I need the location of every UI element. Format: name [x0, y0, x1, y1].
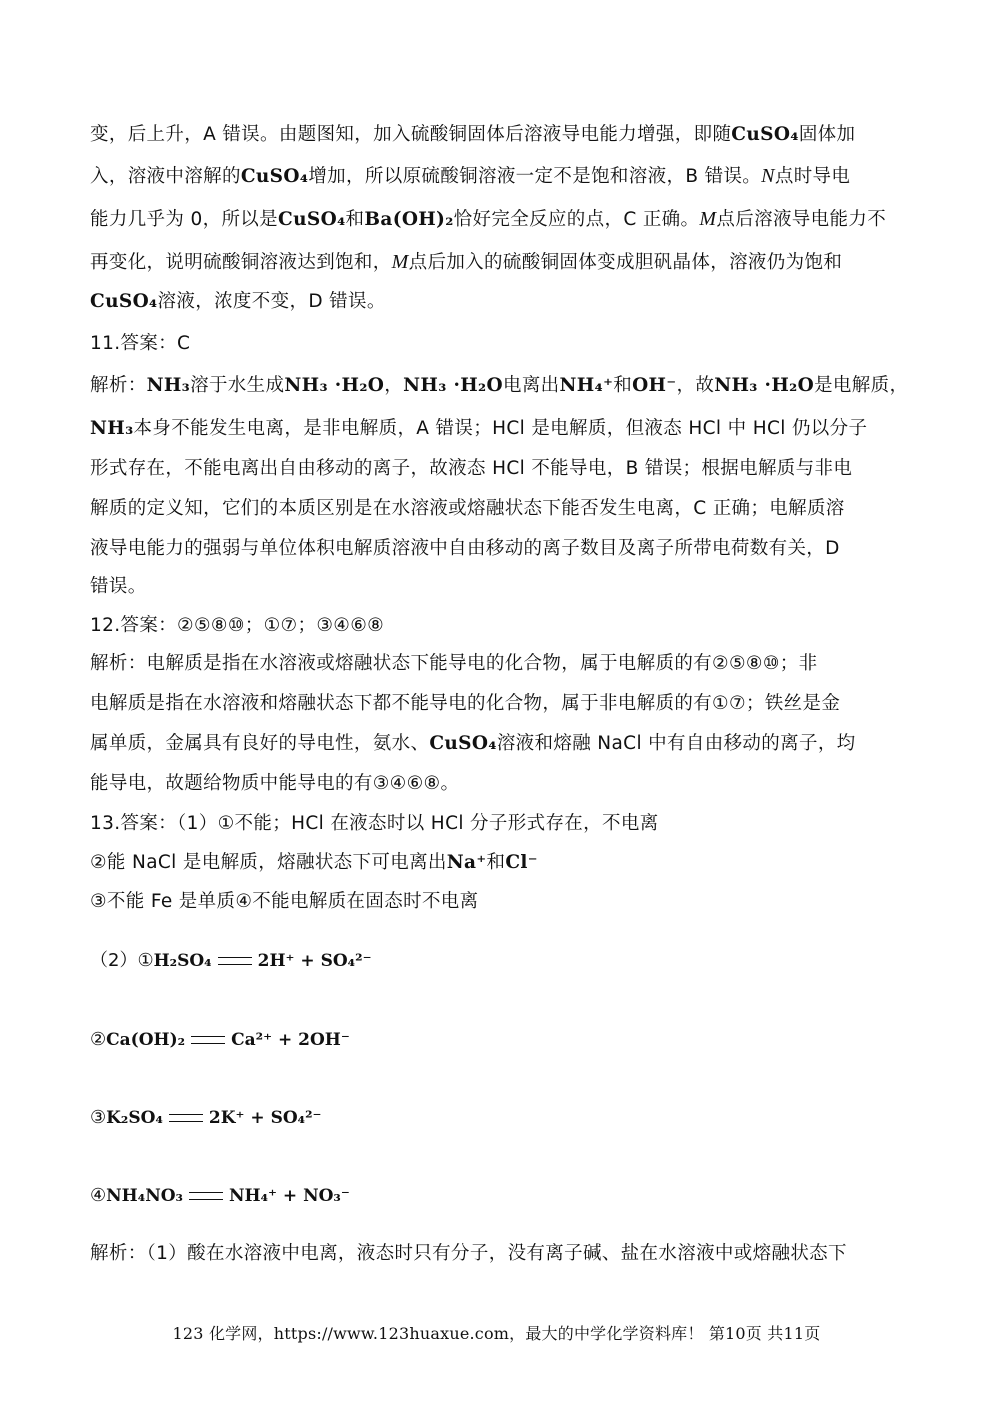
q11-line-1: [90, 372, 909, 400]
q11-line-3: 形式存在，不能电离出自由移动的离子，故液态 HCl 不能导电，B 错误；根据电解质与非电: [90, 458, 853, 479]
q10-line-5: [90, 288, 905, 316]
text: ②: [90, 1029, 107, 1050]
text: 恰好完全反应的点，C 正确。: [453, 209, 700, 230]
formula: Ca²⁺ + 2OH⁻: [231, 1030, 350, 1050]
text: ④: [90, 1185, 107, 1206]
q12-line-4: 能导电，故题给物质中能导电的有③④⑥⑧。: [90, 773, 460, 794]
text: 入，溶液中溶解的: [90, 166, 241, 187]
q13-line-3: ③不能 Fe 是单质④不能电解质在固态时不电离: [90, 891, 479, 912]
formula: NH₄NO₃: [106, 1186, 183, 1206]
text: 电离出: [502, 375, 560, 396]
formula: Na⁺: [446, 852, 487, 873]
formula: NH₃ ·H₂O: [403, 375, 503, 396]
text: ，: [384, 375, 404, 396]
q11-line-2: [90, 415, 905, 443]
q11-answer: 11.答案：C: [90, 333, 191, 354]
text: 溶于水生成: [190, 375, 285, 396]
text: （2）①: [90, 950, 154, 971]
q13-line-2: [90, 849, 905, 877]
text: 本身不能发生电离，是非电解质，A 错误；HCl 是电解质，但液态 HCl 中 HCl 仍以分子: [133, 418, 868, 439]
q11-line-6: 错误。: [90, 576, 147, 597]
text: ②能 NaCl 是电解质，熔融状态下可电离出: [90, 852, 447, 873]
text: 再变化，说明硫酸铜溶液达到饱和，: [90, 252, 392, 273]
formula: CuSO₄: [429, 733, 497, 754]
formula: 2H⁺ + SO₄²⁻: [257, 951, 372, 971]
equals-sign: [191, 1036, 225, 1044]
text: 能力几乎为 0，所以是: [90, 209, 279, 230]
text: 和: [345, 209, 365, 230]
q11-line-4: 解质的定义知，它们的本质区别是在水溶液或熔融状态下能否发生电离，C 正确；电解质溶: [90, 498, 845, 519]
text: 点后溶液导电能力不: [716, 209, 887, 230]
formula: 2K⁺ + SO₄²⁻: [208, 1108, 322, 1128]
text: ③: [90, 1107, 107, 1128]
formula: CuSO₄: [278, 209, 346, 230]
equation-nh4no3: [90, 1181, 350, 1211]
formula: CuSO₄: [731, 124, 799, 145]
q12-line-2: 电解质是指在水溶液和熔融状态下都不能导电的化合物，属于非电解质的有①⑦；铁丝是金: [90, 693, 841, 714]
formula: Cl⁻: [505, 852, 538, 873]
formula: CuSO₄: [240, 166, 309, 187]
q12-line-3: [90, 730, 905, 758]
text: 是电解质，: [814, 375, 909, 396]
equation-caoh2: [90, 1025, 350, 1055]
point-label: M: [699, 208, 717, 230]
q13-analysis: 解析：（1）酸在水溶液中电离，液态时只有分子，没有离子碱、盐在水溶液中或熔融状态下: [90, 1243, 847, 1264]
formula: NH₃: [146, 375, 191, 396]
q12-answer: 12.答案：②⑤⑧⑩；①⑦；③④⑥⑧: [90, 615, 385, 636]
equation-h2so4: [90, 946, 372, 976]
formula: NH₄⁺ + NO₃⁻: [228, 1186, 350, 1206]
equation-k2so4: [90, 1103, 322, 1133]
q10-line-1: [90, 121, 905, 149]
text: 点时导电: [774, 166, 851, 187]
q13-answer: 13.答案：（1）①不能；HCl 在液态时以 HCl 分子形式存在，不电离: [90, 813, 659, 834]
formula: NH₃ ·H₂O: [284, 375, 385, 396]
formula: K₂SO₄: [106, 1108, 163, 1128]
formula: CuSO₄: [90, 291, 158, 312]
text: 解析：: [90, 375, 147, 396]
formula: NH₄⁺: [559, 375, 614, 396]
q10-line-4: [90, 248, 905, 277]
text: 变，后上升，A 错误。由题图知，加入硫酸铜固体后溶液导电能力增强，即随: [90, 124, 732, 145]
text: ，故: [676, 375, 715, 396]
equals-sign: [169, 1114, 203, 1122]
equals-sign: [218, 957, 252, 965]
formula: OH⁻: [632, 375, 677, 396]
equals-sign: [189, 1192, 223, 1200]
text: 溶液和熔融 NaCl 中有自由移动的离子，均: [496, 733, 856, 754]
formula: Ba(OH)₂: [364, 209, 454, 230]
text: 和: [486, 852, 506, 873]
text: 点后加入的硫酸铜固体变成胆矾晶体，溶液仍为饱和: [408, 252, 843, 273]
q12-line-1: 解析：电解质是指在水溶液或熔融状态下能导电的化合物，属于电解质的有②⑤⑧⑩；非: [90, 653, 818, 674]
text: 增加，所以原硫酸铜溶液一定不是饱和溶液，B 错误。: [308, 166, 762, 187]
point-label: M: [391, 251, 409, 273]
text: 和: [613, 375, 633, 396]
q10-line-2: [90, 162, 905, 191]
point-label: N: [761, 165, 775, 187]
text: 属单质，金属具有良好的导电性，氨水、: [90, 733, 430, 754]
page-footer: 123 化学网，https://www.123huaxue.com，最大的中学化学资料库！ 第10页 共11页: [172, 1324, 821, 1343]
formula: Ca(OH)₂: [106, 1030, 186, 1050]
formula: H₂SO₄: [153, 951, 212, 971]
text: 溶液，浓度不变，D 错误。: [157, 291, 386, 312]
text: 固体加: [798, 124, 856, 145]
formula: NH₃ ·H₂O: [714, 375, 815, 396]
formula: NH₃: [90, 418, 134, 439]
q11-line-5: 液导电能力的强弱与单位体积电解质溶液中自由移动的离子数目及离子所带电荷数有关，D: [90, 538, 840, 559]
q10-line-3: [90, 205, 905, 234]
